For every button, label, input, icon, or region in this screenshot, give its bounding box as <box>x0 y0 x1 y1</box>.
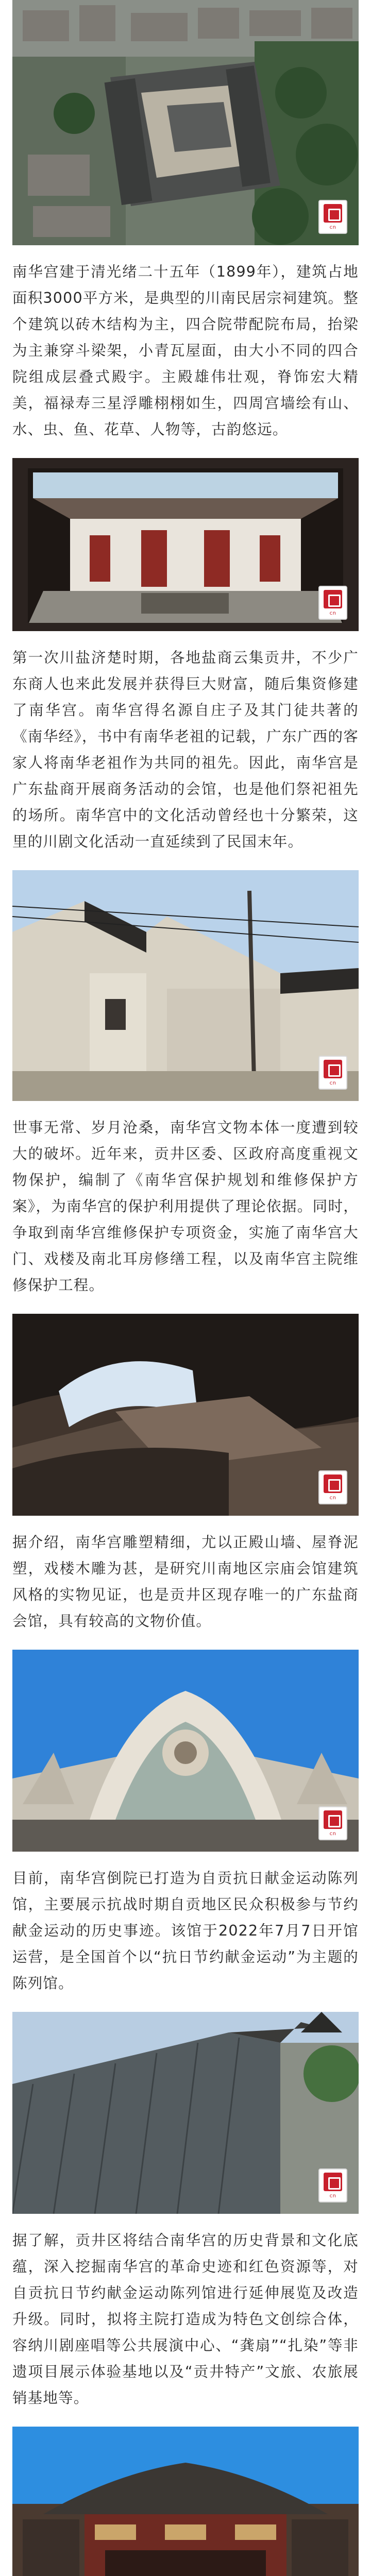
paragraph-3: 世事无常、岁月沧桑，南华宫文物本体一度遭到较大的破坏。近年来，贡井区委、区政府高度重视文物保护，编制了《南华宫保护规划和维修保护方案》，为南华宫的保护利用提供了理论依据。同时，争取到南华宫维修保护专项资金，实施了南华宫大门、戏楼及南北耳房修缮工程，以及南华宫主院维修保护工程。 <box>12 1119 359 1294</box>
paragraph-2: 第一次川盐济楚时期，各地盐商云集贡井，不少广东商人也来此发展并获得巨大财富，随后集资修建了南华宫。南华宫得名源自庄子及其门徒共著的《南华经》，书中有南华老祖的记载，广东广西的客家人将南华老祖作为共同的祖先。因此，南华宫是广东盐商开展商务活动的会馆，也是他们祭祀祖先的场所。南华宫中的文化活动曾经也十分繁荣，这里的川剧文化活动一直延续到了民国末年。 <box>12 649 359 850</box>
tiled-roof-photo <box>12 2012 359 2214</box>
watermark-logo-icon: cn <box>318 1806 347 1840</box>
paragraph-5: 目前，南华宫倒院已打造为自贡抗日献金运动陈列馆，主要展示抗战时期自贡地区民众积极参与节约献金运动的历史事迹。该馆于2022年7月7日开馆运营，是全国首个以“抗日节约献金运动”为主题的陈列馆。 <box>12 1870 359 1992</box>
roof-eave-photo <box>12 1314 359 1516</box>
watermark-logo-icon: cn <box>318 1470 347 1504</box>
roof-ridge-ornament-photo <box>12 1650 359 1852</box>
paragraph-4: 据介绍，南华宫雕塑精细，尤以正殿山墙、屋脊泥塑，戏楼木雕为甚，是研究川南地区宗庙会馆建筑风格的实物见证，也是贡井区现存唯一的广东盐商会馆，具有较高的文物价值。 <box>12 1534 359 1630</box>
roof-eave-image <box>12 1314 359 1516</box>
ridge-ornament-image <box>12 1650 359 1852</box>
watermark-logo-icon: cn <box>318 1056 347 1090</box>
opera-stage-image <box>12 2427 359 2576</box>
gable-wall-photo <box>12 870 359 1101</box>
watermark-logo-icon: cn <box>318 586 347 620</box>
opera-stage-photo <box>12 2427 359 2576</box>
aerial-courtyard-photo <box>12 0 359 245</box>
gable-wall-image <box>12 870 359 1101</box>
watermark-logo-icon: cn <box>318 2168 347 2202</box>
paragraph-6: 据了解，贡井区将结合南华宫的历史背景和文化底蕴，深入挖掘南华宫的革命史迹和红色资源等，对自贡抗日节约献金运动陈列馆进行延伸展览及改造升级。同时，拟将主院打造成为特色文创综合体，容纳川剧座唱等公共展演中心、“龚扇”“扎染”等非遗项目展示体验基地以及“贡井特产”文旅、农旅展销基地等。 <box>12 2232 359 2406</box>
aerial-view-image <box>12 0 359 245</box>
paragraph-1: 南华宫建于清光绪二十五年（1899年），建筑占地面积3000平方米，是典型的川南民居宗祠建筑。整个建筑以砖木结构为主，四合院带配院布局，抬梁为主兼穿斗梁架，小青瓦屋面，由大小不同的四合院组成层叠式殿宇。主殿雄伟壮观，脊饰宏大精美，福禄寿三星浮雕栩栩如生，四周宫墙绘有山、水、虫、鱼、花草、人物等，古韵悠远。 <box>12 263 359 438</box>
courtyard-image <box>12 458 359 631</box>
tiled-roof-image <box>12 2012 359 2214</box>
watermark-logo-icon: cn <box>318 200 347 234</box>
main-courtyard-photo <box>12 458 359 631</box>
